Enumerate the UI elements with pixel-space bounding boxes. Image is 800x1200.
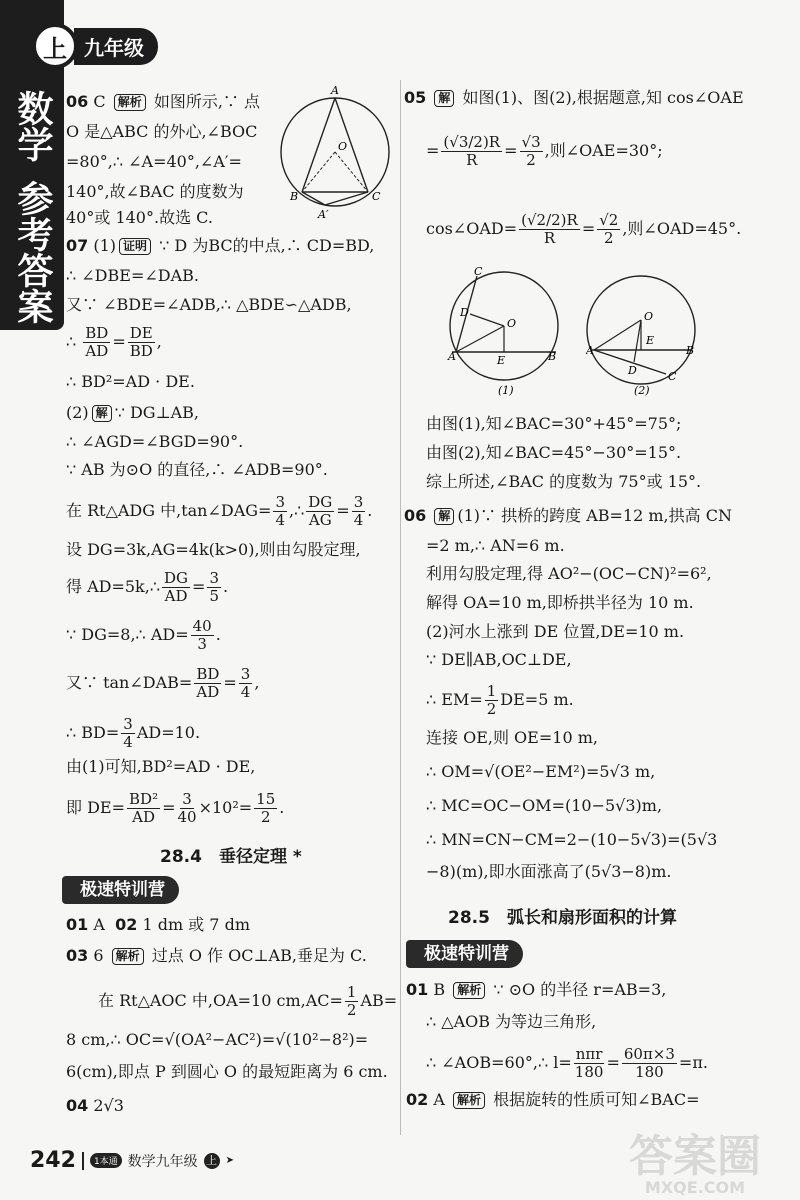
- grade-badge: [32, 26, 158, 66]
- denominator: 4: [123, 733, 133, 751]
- denominator: 2: [604, 229, 614, 247]
- numerator: BD: [85, 324, 109, 342]
- analysis-tag: 解析: [112, 948, 144, 965]
- text: ,: [156, 332, 162, 351]
- fraction: [194, 666, 221, 701]
- right-q05-line6: 综上所述,∠BAC 的度数为 75°或 15°.: [426, 472, 702, 491]
- denominator: AD: [164, 587, 188, 605]
- text: =: [426, 141, 440, 160]
- part-label: (1): [93, 236, 117, 255]
- numerator: 3: [353, 493, 364, 511]
- text: ,∴: [289, 501, 305, 520]
- question-number: 01: [406, 980, 429, 999]
- watermark-main: 答案圈: [629, 1131, 761, 1182]
- text: 在 Rt△AOC 中,OA=10 cm,AC=: [98, 991, 343, 1010]
- left-q07-line1: [66, 236, 374, 256]
- denominator: AD: [132, 808, 155, 826]
- question-number: 06: [66, 92, 89, 111]
- left-q06-line4: 140°,故∠BAC 的度数为: [66, 182, 244, 201]
- denominator: 180: [635, 1063, 664, 1081]
- right-q05-line2: [426, 134, 663, 169]
- answer: A: [93, 915, 105, 934]
- answer: 2√3: [93, 1096, 124, 1115]
- denominator: AD: [196, 683, 220, 701]
- right-q01-line2: ∴ △AOB 为等边三角形,: [426, 1012, 597, 1031]
- text: 如图所示,∵ 点: [153, 92, 260, 111]
- sidebar-subject-text: 数学: [12, 90, 53, 162]
- text: ∴: [66, 332, 77, 351]
- text: cos∠OAD=: [426, 219, 518, 238]
- right-q06-line4: 解得 OA=10 m,即桥拱半径为 10 m.: [426, 593, 694, 612]
- left-q07-line9: [66, 494, 372, 529]
- numerator: 60π×3: [623, 1045, 675, 1063]
- fraction: [622, 1046, 677, 1081]
- question-number: 05: [404, 88, 427, 107]
- right-q05-line4: 由图(1),知∠BAC=30°+45°=75°;: [426, 414, 682, 433]
- left-q07-line14: [66, 716, 200, 751]
- numerator: BD²: [129, 790, 159, 808]
- training-banner: 极速特训营: [62, 876, 179, 904]
- left-q06-line3: =80°,∴ ∠A=40°,∠A′=: [66, 152, 242, 171]
- fraction: [441, 134, 502, 169]
- text: =: [112, 332, 126, 351]
- svg-text:B: B: [686, 344, 695, 357]
- right-q06-line3: 利用勾股定理,得 AO²−(OC−CN)²=6²,: [426, 564, 712, 583]
- grade-circle: 上: [32, 23, 78, 69]
- text: .: [367, 501, 373, 520]
- question-number: 01: [66, 915, 89, 934]
- text: ∵ DG=8,∴ AD=: [66, 625, 189, 644]
- numerator: 3: [123, 715, 133, 733]
- question-number: 06: [404, 506, 427, 525]
- q05-figure-2: [586, 264, 706, 404]
- sidebar-subject: [4, 90, 60, 162]
- denominator: 4: [275, 511, 286, 529]
- answer: A: [433, 1090, 445, 1109]
- denominator: 4: [353, 511, 364, 529]
- right-q06-line6: ∵ DE∥AB,OC⊥DE,: [426, 650, 572, 669]
- svg-text:D: D: [460, 306, 469, 319]
- svg-text:C: C: [372, 190, 381, 203]
- text: .: [215, 625, 221, 644]
- svg-text:O: O: [507, 317, 517, 330]
- watermark: [600, 1120, 790, 1197]
- svg-text:O: O: [644, 310, 654, 323]
- numerator: 40: [192, 617, 212, 635]
- fraction: [597, 212, 620, 247]
- numerator: 3: [275, 493, 286, 511]
- figure-caption-2: (2): [634, 384, 650, 397]
- column-divider: [400, 80, 401, 1135]
- question-number: 04: [66, 1096, 89, 1115]
- right-q06-line9: ∴ OM=√(OE²−EM²)=5√3 m,: [426, 762, 656, 781]
- training-banner: 极速特训营: [406, 940, 523, 968]
- solution-tag: 解: [434, 508, 454, 525]
- left-q07-line13: [66, 666, 259, 701]
- numerator: (√3/2)R: [443, 133, 501, 151]
- numerator: 1: [346, 983, 357, 1001]
- fraction: [273, 494, 287, 529]
- numerator: DG: [164, 569, 189, 587]
- next-arrow-icon: ➤: [225, 1155, 235, 1166]
- fraction: [306, 494, 334, 529]
- fraction: [177, 791, 196, 826]
- numerator: 3: [209, 569, 219, 587]
- text: .: [223, 577, 229, 596]
- text: =: [336, 501, 350, 520]
- left-q07-line5: ∴ BD²=AD · DE.: [66, 372, 195, 391]
- text: =π.: [678, 1053, 708, 1072]
- svg-text:E: E: [497, 354, 506, 367]
- text: ∴ ∠AOB=60°,∴ l=: [426, 1053, 572, 1072]
- right-q06-line11: ∴ MN=CN−CM=2−(10−5√3)=(5√3: [426, 830, 718, 849]
- analysis-tag: 解析: [453, 1092, 485, 1109]
- solution-tag: 解: [434, 90, 454, 107]
- numerator: (√2/2)R: [521, 211, 578, 229]
- left-q07-line2: ∴ ∠DBE=∠DAB.: [66, 266, 199, 285]
- numerator: 3: [182, 790, 192, 808]
- section-title-28-4: 28.4 垂径定理 *: [160, 847, 302, 867]
- left-q07-line15: 由(1)可知,BD²=AD · DE,: [66, 757, 256, 776]
- text: (1)∵ 拱桥的跨度 AB=12 m,拱高 CN: [457, 506, 732, 525]
- left-q03-line4: 6(cm),即点 P 到圆心 O 的最短距离为 6 cm.: [66, 1062, 388, 1081]
- numerator: 3: [240, 665, 251, 683]
- section-title-28-5: 28.5 弧长和扇形面积的计算: [448, 908, 677, 928]
- left-q06-line1: [66, 92, 260, 112]
- text: .: [279, 798, 285, 817]
- denominator: 2: [260, 808, 271, 826]
- text: =: [192, 577, 206, 596]
- denominator: R: [543, 229, 556, 247]
- left-answer-04: [66, 1096, 124, 1116]
- right-q06-line5: (2)河水上涨到 DE 位置,DE=10 m.: [426, 622, 685, 641]
- text: ,: [254, 673, 260, 692]
- q05-figure-1: [446, 264, 566, 404]
- text: ∴ BD=: [66, 723, 120, 742]
- left-q07-line3: 又∵ ∠BDE=∠ADB,∴ △BDE∽△ADB,: [66, 295, 352, 314]
- denominator: 2: [346, 1001, 357, 1019]
- right-q06-line1: [404, 506, 732, 526]
- left-q07-line6: [66, 403, 199, 423]
- numerator: √3: [521, 133, 541, 151]
- proof-tag: 证明: [119, 238, 151, 255]
- right-q01-line3: [426, 1046, 708, 1081]
- left-q03-line3: 8 cm,∴ OC=√(OA²−AC²)=√(10²−8²)=: [66, 1030, 369, 1049]
- numerator: √2: [599, 211, 619, 229]
- question-number: 02: [406, 1090, 429, 1109]
- denominator: AG: [308, 511, 332, 529]
- left-q07-line7: ∴ ∠AGD=∠BGD=90°.: [66, 432, 244, 451]
- text: =: [162, 798, 176, 817]
- fraction: [162, 570, 190, 605]
- figure-caption-1: (1): [498, 384, 514, 397]
- right-q01-line1: [406, 980, 666, 1000]
- left-q07-line11: [66, 570, 228, 605]
- footer-divider: [82, 1152, 84, 1170]
- fraction: [83, 325, 110, 360]
- denominator: AD: [85, 342, 109, 360]
- left-q07-line8: ∵ AB 为⊙O 的直径,∴ ∠ADB=90°.: [66, 460, 328, 479]
- denominator: R: [466, 151, 478, 169]
- fraction: [485, 683, 499, 718]
- text: DE=5 m.: [500, 690, 574, 709]
- sidebar-answer-label: [4, 180, 60, 324]
- svg-text:A: A: [448, 350, 456, 363]
- numerator: nπr: [575, 1045, 603, 1063]
- text: ×10²=: [198, 798, 253, 817]
- svg-text:O: O: [338, 140, 348, 153]
- svg-text:D: D: [628, 364, 637, 377]
- denominator: 2: [486, 700, 497, 718]
- text: ∴ EM=: [426, 690, 483, 709]
- denominator: 180: [574, 1063, 604, 1081]
- right-q06-line2: =2 m,∴ AN=6 m.: [426, 536, 565, 555]
- text: 得 AD=5k,∴: [66, 577, 161, 596]
- right-q06-line8: 连接 OE,则 OE=10 m,: [426, 728, 598, 747]
- left-q03-line2: [98, 984, 397, 1019]
- analysis-tag: 解析: [114, 94, 146, 111]
- analysis-tag: 解析: [453, 982, 485, 999]
- right-q06-line12: −8)(m),即水面涨高了(5√3−8)m.: [426, 862, 672, 881]
- part-label: (2): [66, 403, 89, 422]
- fraction: [121, 716, 135, 751]
- fraction: [254, 791, 277, 826]
- fraction: [520, 134, 543, 169]
- text: =: [606, 1053, 620, 1072]
- text: 过点 O 作 OC⊥AB,垂足为 C.: [151, 946, 367, 965]
- left-q07-line16: [66, 791, 284, 826]
- right-q05-line3: [426, 212, 741, 247]
- answer: 1 dm 或 7 dm: [142, 915, 250, 934]
- left-q06-line5: 40°或 140°.故选 C.: [66, 208, 213, 227]
- grade-label: 九年级: [74, 28, 158, 65]
- watermark-sub: MXQE.COM: [644, 1178, 746, 1197]
- denominator: 40: [177, 808, 197, 826]
- right-q06-line10: ∴ MC=OC−OM=(10−5√3)m,: [426, 796, 663, 815]
- question-number: 07: [66, 236, 89, 255]
- fraction: [127, 791, 160, 826]
- fraction: [519, 212, 580, 247]
- denominator: 5: [209, 587, 219, 605]
- left-answers-01-02: [66, 915, 250, 935]
- text: ∵ DG⊥AB,: [114, 403, 200, 422]
- svg-text:A′: A′: [318, 208, 329, 221]
- page-number: 242: [30, 1148, 76, 1173]
- text: ,则∠OAE=30°;: [544, 141, 663, 160]
- circumcircle-figure: [280, 82, 400, 222]
- left-q07-line4: [66, 325, 162, 360]
- text: 又∵ tan∠DAB=: [66, 673, 193, 692]
- fraction: [574, 1046, 605, 1081]
- text: ,则∠OAD=45°.: [622, 219, 742, 238]
- text: =: [504, 141, 518, 160]
- solution-tag: 解: [92, 405, 112, 422]
- text: 即 DE=: [66, 798, 126, 817]
- text: AD=10.: [136, 723, 201, 742]
- fraction: [352, 494, 366, 529]
- numerator: 15: [256, 790, 276, 808]
- answer: 6: [93, 946, 104, 965]
- numerator: DG: [308, 493, 333, 511]
- answer: C: [93, 92, 106, 111]
- fraction: [345, 984, 359, 1019]
- numerator: BD: [196, 665, 220, 683]
- brand-logo: 1本通: [90, 1153, 122, 1168]
- text: AB=: [360, 991, 398, 1010]
- numerator: DE: [129, 324, 153, 342]
- numerator: 1: [486, 682, 497, 700]
- svg-text:B: B: [548, 350, 557, 363]
- fraction: [207, 570, 221, 605]
- sidebar-answer-text: 参考答案: [12, 180, 53, 324]
- fraction: [128, 325, 155, 360]
- page-footer: [30, 1148, 234, 1173]
- answer: B: [433, 980, 446, 999]
- svg-text:C: C: [668, 370, 677, 383]
- left-q07-line10: 设 DG=3k,AG=4k(k>0),则由勾股定理,: [66, 540, 361, 559]
- denominator: 4: [240, 683, 251, 701]
- right-q02-line1: [406, 1090, 700, 1110]
- left-q07-line12: [66, 618, 221, 653]
- text: 在 Rt△ADG 中,tan∠DAG=: [66, 501, 272, 520]
- text: 根据旋转的性质可知∠BAC=: [493, 1090, 700, 1109]
- right-q05-line1: [404, 88, 744, 108]
- svg-text:A: A: [586, 344, 594, 357]
- denominator: 2: [526, 151, 536, 169]
- text: ∵ ⊙O 的半径 r=AB=3,: [493, 980, 667, 999]
- svg-text:B: B: [290, 190, 299, 203]
- denominator: BD: [129, 342, 153, 360]
- text: ∵ D 为BC的中点,∴ CD=BD,: [159, 236, 375, 255]
- svg-text:E: E: [646, 334, 655, 347]
- fraction: [191, 618, 214, 653]
- footer-subject: 数学九年级: [127, 1153, 198, 1170]
- question-number: 02: [115, 915, 138, 934]
- question-number: 03: [66, 946, 89, 965]
- footer-grade-badge: 上: [204, 1153, 220, 1169]
- right-q05-line5: 由图(2),知∠BAC=45°−30°=15°.: [426, 443, 682, 462]
- denominator: 3: [197, 635, 207, 653]
- right-q06-line7: [426, 683, 574, 718]
- text: =: [223, 673, 237, 692]
- text: =: [581, 219, 596, 238]
- svg-text:C: C: [474, 265, 483, 278]
- fraction: [239, 666, 253, 701]
- svg-text:A: A: [331, 84, 339, 97]
- left-q03-line1: [66, 946, 367, 966]
- text: 如图(1)、图(2),根据题意,知 cos∠OAE: [462, 88, 744, 107]
- left-q06-line2: O 是△ABC 的外心,∠BOC: [66, 122, 258, 141]
